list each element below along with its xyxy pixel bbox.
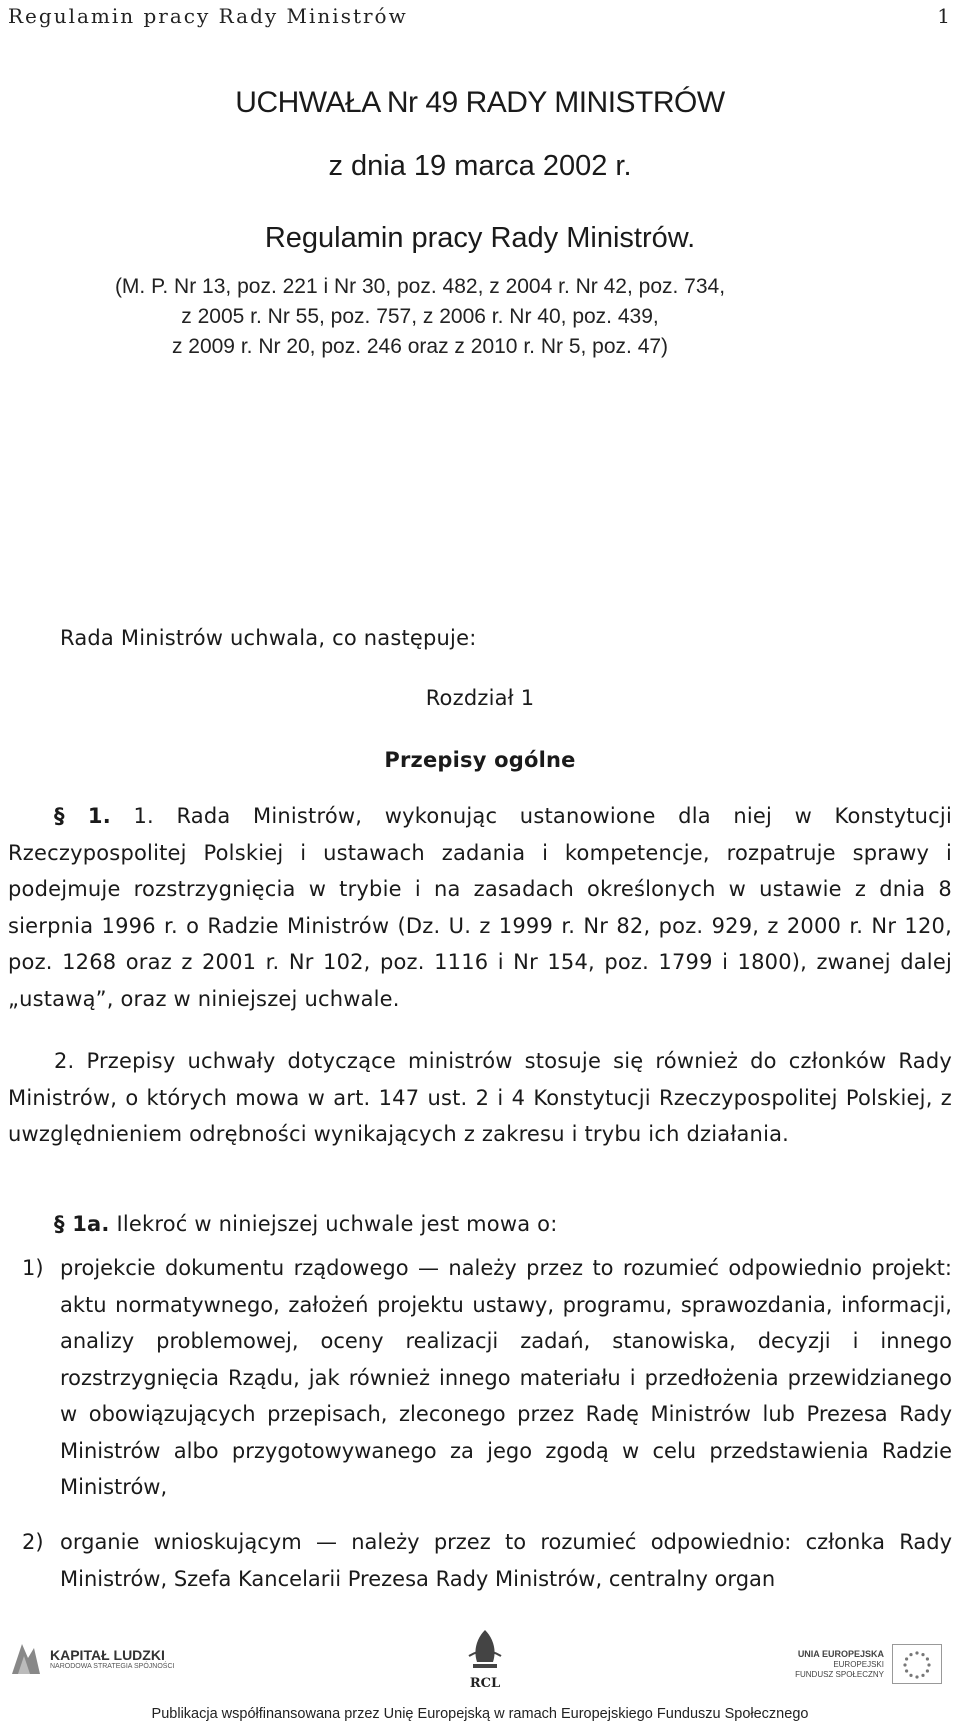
resolution-date: z dnia 19 marca 2002 r.: [328, 150, 632, 182]
paragraph-1-text: 1. Rada Ministrów, wykonując ustanowione dla niej w Konstytucji Rzeczypospolitej Polskiej i ustawach zadania i kompetencje, rozpatruje sprawy i podejmuje rozstrzygnięcia w trybie i na zasadach określonych w ustawie z dnia 8 sierpnia 1996 r. o Radzie Ministrów (Dz. U. z 1999 r. Nr 82, poz. 929, z 2000 r. Nr 120, poz. 1268 oraz z 2001 r. Nr 102, poz. 1116 i Nr 154, poz. 1799 i 1800), zwanej dalej „ustawą”, oraz w niniejszej uchwale.: [8, 804, 952, 1011]
list-item-number: 2): [22, 1530, 44, 1554]
paragraph-2: [8, 1043, 952, 1153]
paragraph-1: [8, 798, 952, 1017]
resolution-subject: Regulamin pracy Rady Ministrów.: [264, 222, 696, 254]
intro-text: Rada Ministrów uchwala, co następuje:: [60, 626, 477, 650]
eu-logo: [795, 1644, 942, 1684]
list-item-text: organie wnioskującym — należy przez to rozumieć odpowiednio: członka Rady Ministrów, Szefa Kancelarii Prezesa Rady Ministrów, centralny organ: [60, 1530, 952, 1591]
eu-line-3: FUNDUSZ SPOŁECZNY: [795, 1669, 884, 1679]
eu-line-2: EUROPEJSKI: [833, 1659, 884, 1669]
source-line-2: z 2005 r. Nr 55, poz. 757, z 2006 r. Nr 40, poz. 439,: [181, 305, 659, 328]
paragraph-2-text: 2. Przepisy uchwały dotyczące ministrów stosuje się również do członków Rady Ministrów, o których mowa w art. 147 ust. 2 i 4 Konstytucji Rzeczypospolitej Polskiej, z uwzględnieniem odrębności wynikających z zakresu i trybu ich działania.: [8, 1049, 952, 1146]
publication-note: Publikacja współfinansowana przez Unię Europejską w ramach Europejskiego Funduszu Społecznego: [151, 1706, 809, 1722]
paragraph-1a: [8, 1206, 952, 1243]
kapital-ludzki-emblem-icon: [8, 1638, 44, 1678]
paragraph-1a-text: Ilekroć w niniejszej uchwale jest mowa o:: [109, 1212, 558, 1236]
kapital-ludzki-name: KAPITAŁ LUDZKI: [50, 1646, 165, 1663]
list-item-number: 1): [22, 1256, 44, 1280]
kapital-ludzki-subtitle: NARODOWA STRATEGIA SPÓJNOŚCI: [50, 1662, 175, 1670]
list-item-text: projekcie dokumentu rządowego — należy przez to rozumieć odpowiednio projekt: aktu normatywnego, założeń projektu ustawy, programu, sprawozdania, informacji, analizy problemowej, oceny realizacji zadań, stanowiska, decyzji i innego rozstrzygnięcia Rządu, jak również innego materiału i przedłożenia przewidzianego w obowiązujących przepisach, zleconego przez Radę Ministrów lub Prezesa Rady Ministrów albo przygotowywanego za jego zgodą w celu przedstawienia Radzie Ministrów,: [60, 1256, 952, 1499]
section-mark-1: § 1.: [54, 804, 111, 828]
chapter-title: Przepisy ogólne: [384, 748, 576, 772]
source-line-3: z 2009 r. Nr 20, poz. 246 oraz z 2010 r. Nr 5, poz. 47): [171, 335, 669, 358]
rcl-logo: [455, 1626, 515, 1696]
page-number: 1: [937, 4, 952, 28]
section-mark-1a: § 1a.: [54, 1212, 110, 1236]
rcl-emblem-icon: [463, 1626, 507, 1676]
running-header: [8, 4, 952, 28]
footer: [0, 1624, 960, 1721]
running-header-title: Regulamin pracy Rady Ministrów: [8, 4, 408, 28]
resolution-title: UCHWAŁA Nr 49 RADY MINISTRÓW: [235, 86, 725, 119]
chapter-label: Rozdział 1: [425, 686, 535, 710]
list-item: [8, 1250, 952, 1506]
kapital-ludzki-logo: [8, 1634, 178, 1682]
eu-flag-icon: [892, 1644, 942, 1684]
source-line-1: (M. P. Nr 13, poz. 221 i Nr 30, poz. 482, z 2004 r. Nr 42, poz. 734,: [114, 275, 726, 298]
eu-line-1: UNIA EUROPEJSKA: [797, 1648, 884, 1659]
list-item: [8, 1524, 952, 1597]
rcl-label: RCL: [469, 1676, 501, 1691]
